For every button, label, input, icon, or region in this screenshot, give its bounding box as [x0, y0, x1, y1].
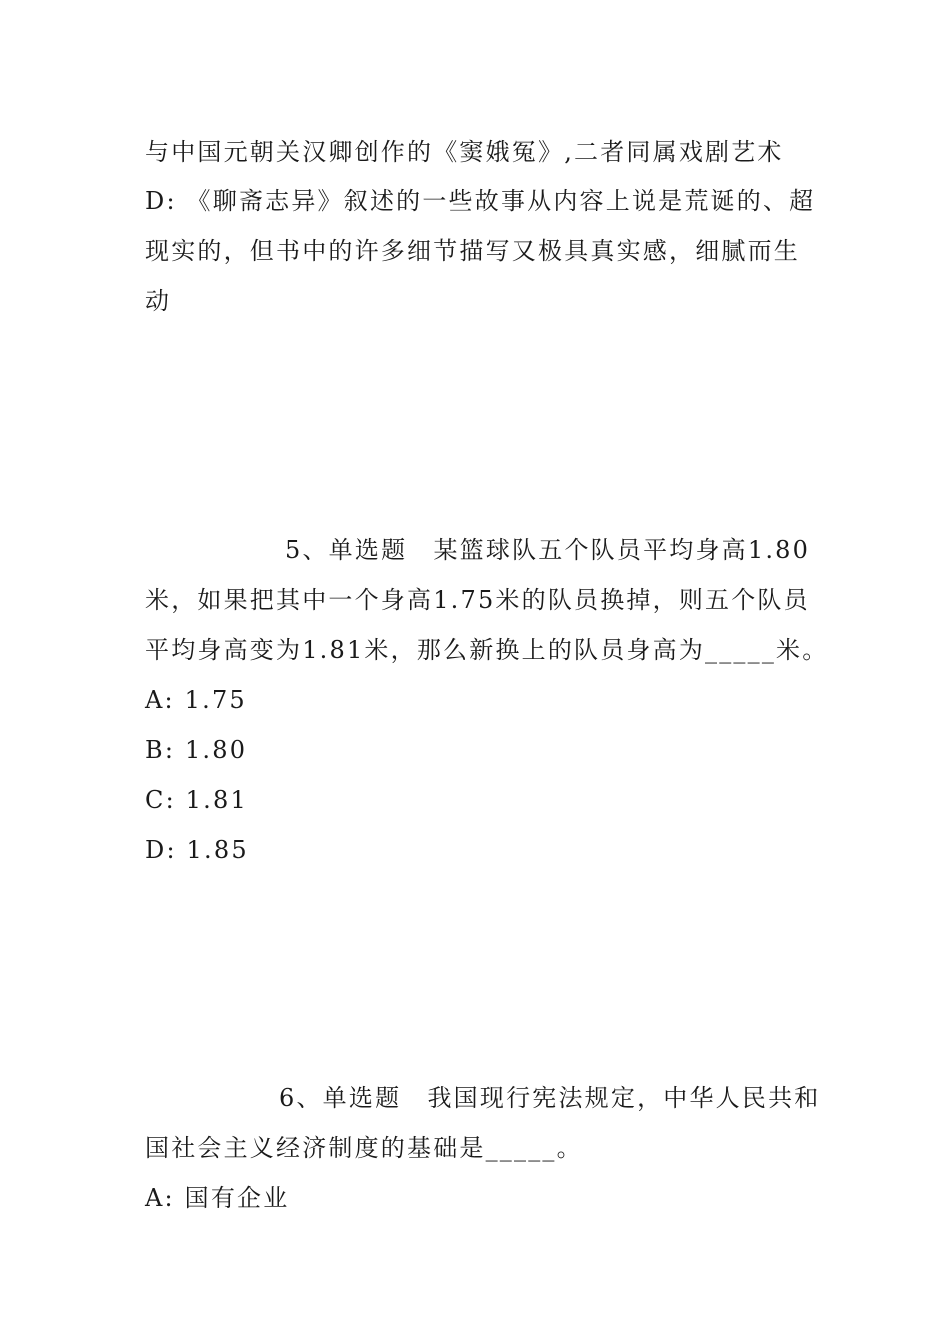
question5-text-line-3: 平均身高变为1.81米，那么新换上的队员身高为_____米。 [145, 636, 829, 664]
question6-option-a: A: 国有企业 [145, 1184, 290, 1212]
question5-text-line-2: 米，如果把其中一个身高1.75米的队员换掉，则五个队员 [145, 586, 810, 614]
question5-option-c: C: 1.81 [145, 786, 248, 814]
question6-header-line: 6、单选题 我国现行宪法规定，中华人民共和 [279, 1084, 821, 1112]
prev-question-option-d-line-3: 动 [145, 287, 172, 315]
question5-header-line: 5、单选题 某篮球队五个队员平均身高1.80 [285, 536, 811, 564]
question5-option-b: B: 1.80 [145, 736, 248, 764]
question5-option-d: D: 1.85 [145, 836, 249, 864]
question5-option-a: A: 1.75 [145, 686, 247, 714]
prev-question-option-d-line-1: D: 《聊斋志异》叙述的一些故事从内容上说是荒诞的、超 [145, 187, 816, 215]
prev-question-text-line-1: 与中国元朝关汉卿创作的《窦娥冤》,二者同属戏剧艺术 [145, 138, 784, 166]
prev-question-option-d-line-2: 现实的，但书中的许多细节描写又极具真实感，细腻而生 [145, 237, 800, 265]
question6-text-line-2: 国社会主义经济制度的基础是_____。 [145, 1134, 583, 1162]
